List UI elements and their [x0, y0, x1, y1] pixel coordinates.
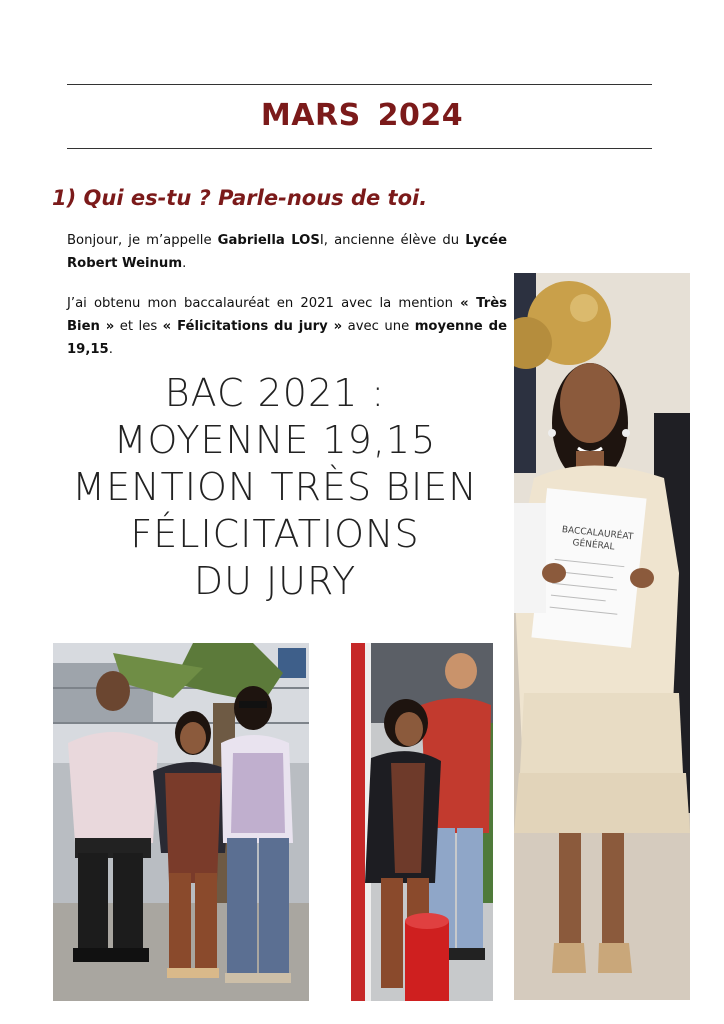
- student-name: Gabriella LOS: [217, 233, 320, 248]
- mention-text: « Très Bien »: [67, 296, 507, 334]
- student-with-parents-illustration: [53, 643, 309, 1001]
- highlight-line: MENTION TRÈS BIEN: [72, 465, 478, 509]
- student-with-parents-photo: [53, 643, 309, 1001]
- certificate-text-1: BACCALAURÉAT: [561, 524, 634, 543]
- bottom-rule: [67, 148, 652, 149]
- highlight-line: FÉLICITATIONS: [130, 512, 420, 556]
- text-run: avec une: [342, 319, 415, 334]
- text-run: J’ai obtenu mon baccalauréat en 2021 avec la mention: [67, 296, 461, 311]
- text-run: Bonjour, je m’appelle: [67, 233, 218, 248]
- average-text: moyenne de 19,15: [67, 319, 508, 357]
- student-with-teacher-illustration: [351, 643, 493, 1001]
- result-paragraph: [67, 292, 507, 361]
- felicitations-text: « Félicitations du jury »: [162, 319, 343, 334]
- text-run: et les: [114, 319, 163, 334]
- highlight-line: BAC 2021 :: [164, 371, 386, 415]
- highlight-block: [40, 370, 510, 605]
- text-run: .: [108, 342, 113, 357]
- student-diploma-photo: [514, 273, 690, 1000]
- page-title: MARS 2024: [260, 98, 464, 133]
- certificate-text-2: GÉNÉRAL: [571, 538, 615, 553]
- section-heading: 1) Qui es-tu ? Parle-nous de toi.: [52, 186, 428, 210]
- student-diploma-illustration: [514, 273, 690, 1000]
- intro-paragraph: [67, 229, 507, 275]
- highlight-line: DU JURY: [193, 559, 357, 603]
- text-run: I, ancienne élève du: [319, 233, 466, 248]
- text-run: .: [182, 256, 187, 271]
- top-rule: [67, 84, 652, 85]
- school-name: Lycée Robert Weinum: [67, 233, 508, 271]
- highlight-line: MOYENNE 19,15: [113, 418, 437, 462]
- student-with-teacher-photo: [351, 643, 493, 1001]
